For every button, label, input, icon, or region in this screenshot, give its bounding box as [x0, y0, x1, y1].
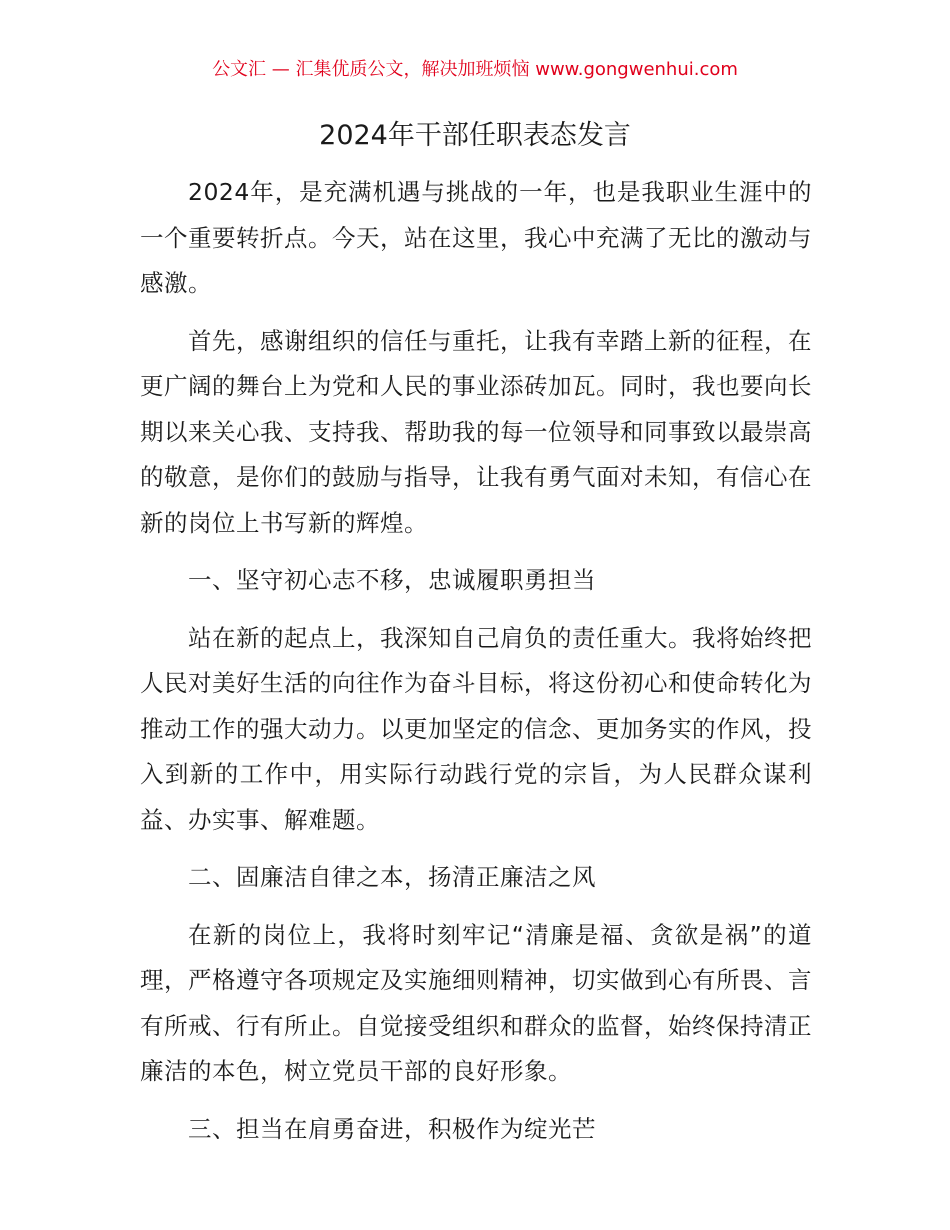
site-banner-text: 公文汇 — 汇集优质公文，解决加班烦恼 www.gongwenhui.com: [212, 59, 738, 80]
section-heading-1: 一、坚守初心志不移，忠诚履职勇担当: [188, 566, 596, 594]
section-heading-2: 二、固廉洁自律之本，扬清正廉洁之风: [188, 863, 596, 891]
paragraph-intro: 2024年，是充满机遇与挑战的一年，也是我职业生涯中的一个重要转折点。今天，站在这里，我心中充满了无比的激动与感激。: [140, 178, 812, 297]
document-body: [140, 170, 812, 1164]
paragraph-section-1: 站在新的起点上，我深知自己肩负的责任重大。我将始终把人民对美好生活的向往作为奋斗目标，将这份初心和使命转化为推动工作的强大动力。以更加坚定的信念、更加务实的作风，投入到新的工作中，用实际行动践行党的宗旨，为人民群众谋利益、办实事、解难题。: [140, 623, 812, 834]
site-banner: [0, 58, 950, 82]
paragraph-thanks: 首先，感谢组织的信任与重托，让我有幸踏上新的征程，在更广阔的舞台上为党和人民的事业添砖加瓦。同时，我也要向长期以来关心我、支持我、帮助我的每一位领导和同事致以最崇高的敬意，是你们的鼓励与指导，让我有勇气面对未知，有信心在新的岗位上书写新的辉煌。: [140, 326, 812, 537]
document-title: 2024年干部任职表态发言: [319, 120, 631, 151]
paragraph-section-2: 在新的岗位上，我将时刻牢记“清廉是福、贪欲是祸”的道理，严格遵守各项规定及实施细则精神，切实做到心有所畏、言有所戒、行有所止。自觉接受组织和群众的监督，始终保持清正廉洁的本色，树立党员干部的良好形象。: [140, 920, 812, 1085]
section-heading-3: 三、担当在肩勇奋进，积极作为绽光芒: [188, 1114, 596, 1143]
